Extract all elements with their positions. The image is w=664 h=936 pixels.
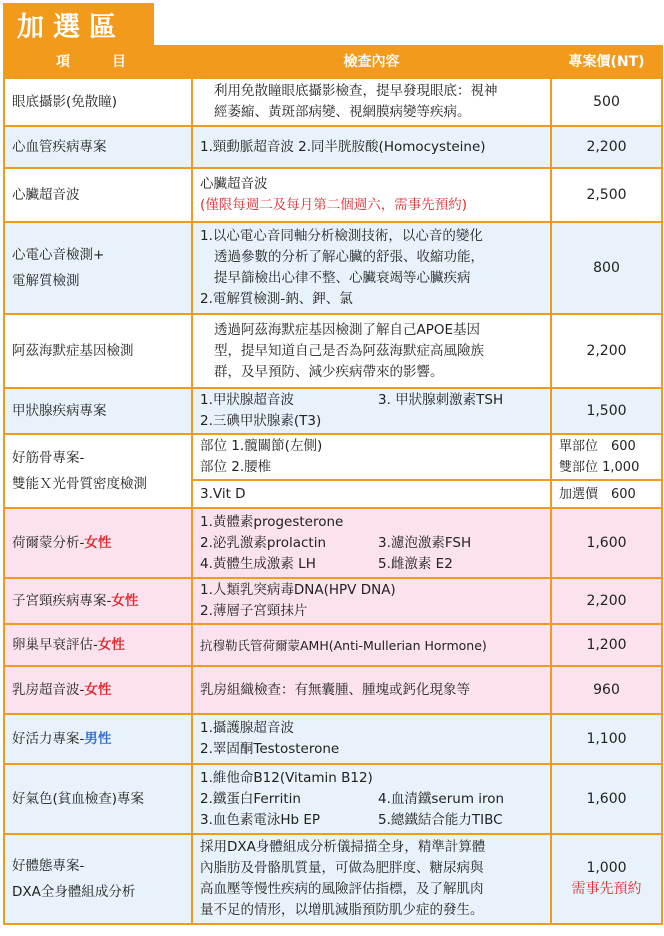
item-content: 1.攝護腺超音波 2.睪固酮Testosterone [192, 714, 551, 764]
section-title: 加選區 [3, 3, 154, 45]
table-row [4, 578, 662, 624]
table-row [4, 834, 662, 924]
item-name: 眼底攝影(免散瞳) [4, 78, 192, 126]
item-price: 2,200 [551, 578, 662, 624]
item-name: 好活力專案-男性 [4, 714, 192, 764]
item-price: 2,200 [551, 126, 662, 168]
header-item: 項 目 [4, 46, 192, 78]
item-content: 1.人類乳突病毒DNA(HPV DNA) 2.薄層子宮頸抹片 [192, 578, 551, 624]
item-content: 透過阿茲海默症基因檢測了解自己APOE基因 型，提早知道自己是否為阿茲海默症高風險族 群，及早預防、減少疾病帶來的影響。 [192, 314, 551, 388]
female-tag: 女性 [84, 535, 112, 551]
item-content: 1.以心電心音同軸分析檢測技術，以心音的變化 透過參數的分析了解心臟的舒張、收縮功能， 提早篩檢出心律不整、心臟衰竭等心臟疾病 2.電解質檢測-鈉、鉀、氯 [192, 222, 551, 314]
item-content: 利用免散瞳眼底攝影檢查，提早發現眼底：視神 經萎縮、黃斑部病變、視網膜病變等疾病。 [192, 78, 551, 126]
table-row [4, 666, 662, 714]
item-name: 好氣色(貧血檢查)專案 [4, 764, 192, 834]
item-name: 好體態專案- DXA全身體組成分析 [4, 834, 192, 924]
item-name: 卵巢早衰評估-女性 [4, 624, 192, 666]
table-row [4, 78, 662, 126]
appointment-note: (僅限每週二及每月第二個週六，需事先預約) [200, 197, 468, 213]
table-row [4, 508, 662, 578]
item-price: 2,200 [551, 314, 662, 388]
appointment-note: 需事先預約 [571, 881, 642, 897]
item-price: 1,600 [551, 764, 662, 834]
item-content: 心臟超音波 (僅限每週二及每月第二個週六，需事先預約) [192, 168, 551, 222]
item-name: 心臟超音波 [4, 168, 192, 222]
table-row [4, 434, 662, 480]
female-tag: 女性 [84, 682, 112, 698]
item-price: 1,000 需事先預約 [551, 834, 662, 924]
item-content: 1.頸動脈超音波 2.同半胱胺酸(Homocysteine) [192, 126, 551, 168]
item-name: 荷爾蒙分析-女性 [4, 508, 192, 578]
item-name: 甲狀腺疾病專案 [4, 388, 192, 434]
item-price: 單部位 600 雙部位 1,000 [551, 434, 662, 480]
item-name: 乳房超音波-女性 [4, 666, 192, 714]
item-price: 800 [551, 222, 662, 314]
item-price: 1,100 [551, 714, 662, 764]
header-row [4, 46, 662, 78]
item-name: 心血管疾病專案 [4, 126, 192, 168]
item-name: 心電心音檢測+ 電解質檢測 [4, 222, 192, 314]
table-row [4, 624, 662, 666]
table-row [4, 222, 662, 314]
item-content: 1.維他命B12(Vitamin B12) 2.鐵蛋白Ferritin 4.血清鐵serum iron 3.血色素電泳Hb EP 5.總鐵結合能力TIBC [192, 764, 551, 834]
table-row [4, 764, 662, 834]
table-row [4, 168, 662, 222]
item-price: 500 [551, 78, 662, 126]
item-price: 1,500 [551, 388, 662, 434]
item-content: 1.黃體素progesterone 2.泌乳激素prolactin 3.濾泡激素FSH 4.黃體生成激素 LH 5.雌激素 E2 [192, 508, 551, 578]
item-price: 加選價 600 [551, 480, 662, 508]
header-content: 檢查內容 [192, 46, 551, 78]
table-row [4, 714, 662, 764]
table-row [4, 314, 662, 388]
item-content: 採用DXA身體組成分析儀掃描全身，精準計算體 內脂肪及骨骼肌質量，可做為肥胖度、糖尿病與 高血壓等慢性疾病的風險評估指標，及了解肌肉 量不足的情形，以增肌減脂預防肌少症的發生。 [192, 834, 551, 924]
header-price: 專案價(NT) [551, 46, 662, 78]
item-content: 1.甲狀腺超音波 3. 甲狀腺刺激素TSH 2.三碘甲狀腺素(T3) [192, 388, 551, 434]
item-price: 960 [551, 666, 662, 714]
item-content: 抗穆勒氏管荷爾蒙AMH(Anti-Mullerian Hormone) [192, 624, 551, 666]
female-tag: 女性 [97, 637, 125, 653]
item-name: 好筋骨專案- 雙能Ｘ光骨質密度檢測 [4, 434, 192, 508]
table-row [4, 388, 662, 434]
price-table [3, 45, 663, 925]
item-price: 2,500 [551, 168, 662, 222]
item-content: 乳房組織檢查：有無囊腫、腫塊或鈣化現象等 [192, 666, 551, 714]
item-name: 阿茲海默症基因檢測 [4, 314, 192, 388]
item-content: 3.Vit D [192, 480, 551, 508]
male-tag: 男性 [84, 731, 112, 747]
item-price: 1,200 [551, 624, 662, 666]
item-content: 部位 1.髖關節(左側) 部位 2.腰椎 [192, 434, 551, 480]
female-tag: 女性 [111, 593, 139, 609]
table-row [4, 126, 662, 168]
item-price: 1,600 [551, 508, 662, 578]
item-name: 子宮頸疾病專案-女性 [4, 578, 192, 624]
